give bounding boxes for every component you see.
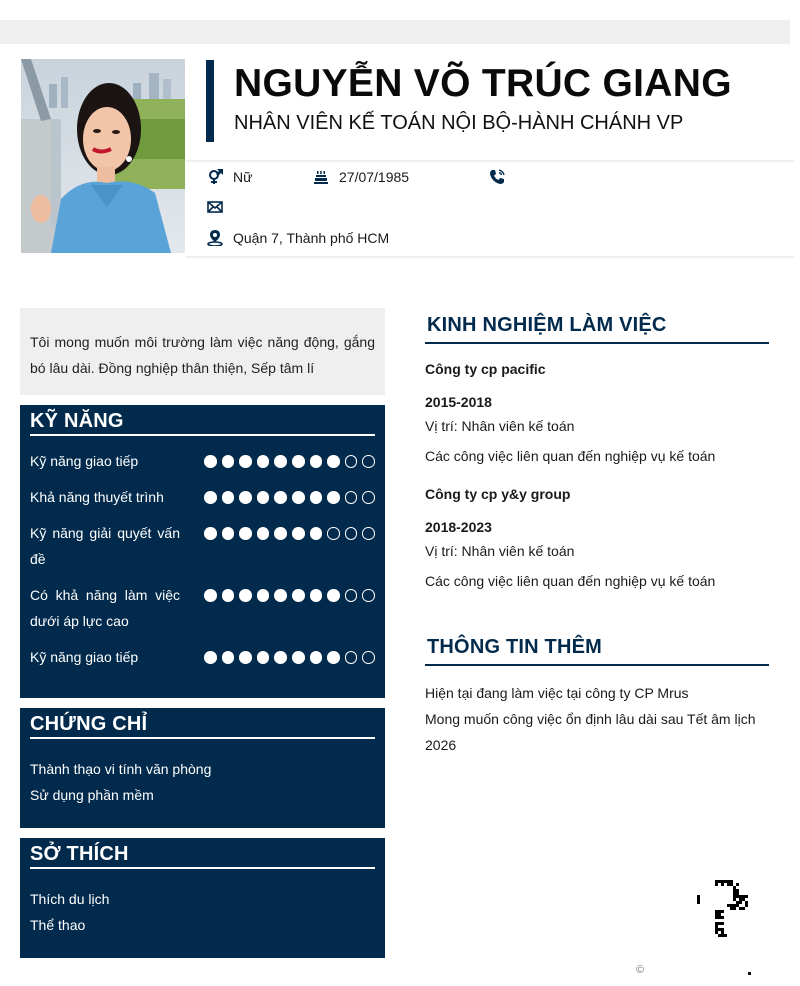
rating-dot-filled-icon <box>204 589 217 602</box>
rating-dot-filled-icon <box>274 651 287 664</box>
certificates-panel <box>20 708 385 828</box>
rating-dot-filled-icon <box>310 527 323 540</box>
rating-dot-filled-icon <box>292 491 305 504</box>
contact-gender <box>206 168 252 186</box>
rating-dot-filled-icon <box>292 651 305 664</box>
additional-info-title: THÔNG TIN THÊM <box>425 632 769 666</box>
skill-name: Khả năng thuyết trình <box>30 489 164 505</box>
rating-dot-filled-icon <box>292 589 305 602</box>
rating-dot-filled-icon <box>327 589 340 602</box>
hobby-item: Thích du lịch <box>30 891 110 907</box>
rating-dot-filled-icon <box>257 589 270 602</box>
rating-dot-empty-icon <box>362 589 375 602</box>
copyright-symbol: © <box>636 964 645 976</box>
name-block <box>206 60 800 142</box>
rating-dot-filled-icon <box>257 651 270 664</box>
rating-dot-filled-icon <box>222 455 235 468</box>
job-entry <box>425 486 769 589</box>
rating-dot-filled-icon <box>310 455 323 468</box>
certificate-item: Sử dụng phần mềm <box>30 787 154 803</box>
hobbies-panel <box>20 838 385 958</box>
skill-rating <box>204 448 375 468</box>
additional-info-text <box>425 680 769 758</box>
skill-name: Kỹ năng giao tiếp <box>30 453 139 469</box>
footer-dot <box>748 972 751 975</box>
rating-dot-empty-icon <box>345 455 358 468</box>
rating-dot-filled-icon <box>257 491 270 504</box>
rating-dot-empty-icon <box>345 527 358 540</box>
profile-photo <box>21 59 185 253</box>
job-company: Công ty cp y&y group <box>425 486 571 502</box>
job-description: Các công việc liên quan đến nghiệp vụ kế toán <box>425 573 716 589</box>
contact-info <box>186 160 794 258</box>
rating-dot-filled-icon <box>310 589 323 602</box>
full-name: NGUYỄN VÕ TRÚC GIANG <box>234 62 732 105</box>
phone-icon <box>488 168 506 186</box>
contact-phone[interactable] <box>488 168 515 186</box>
job-company: Công ty cp pacific <box>425 361 546 377</box>
rating-dot-filled-icon <box>239 527 252 540</box>
rating-dot-empty-icon <box>362 651 375 664</box>
rating-dot-filled-icon <box>222 527 235 540</box>
birthday-value: 27/07/1985 <box>339 169 410 185</box>
name-accent-bar <box>206 60 214 142</box>
additional-info-section <box>425 632 769 758</box>
job-period: 2018-2023 <box>425 519 492 535</box>
rating-dot-empty-icon <box>362 527 375 540</box>
hobbies-title: SỞ THÍCH <box>30 838 375 869</box>
skill-rating <box>204 484 375 504</box>
rating-dot-filled-icon <box>310 651 323 664</box>
skills-title: KỸ NĂNG <box>30 405 375 436</box>
career-objective: Tôi mong muốn môi trường làm việc năng động, gắng bó lâu dài. Đồng nghiệp thân thiện, Sếp tâm lí <box>20 308 385 395</box>
rating-dot-filled-icon <box>274 491 287 504</box>
rating-dot-empty-icon <box>327 527 340 540</box>
rating-dot-filled-icon <box>257 527 270 540</box>
rating-dot-filled-icon <box>327 491 340 504</box>
rating-dot-filled-icon <box>310 491 323 504</box>
skill-rating <box>204 520 375 540</box>
rating-dot-filled-icon <box>239 651 252 664</box>
rating-dot-filled-icon <box>274 589 287 602</box>
experience-section <box>425 310 769 589</box>
skills-list <box>30 448 375 670</box>
job-position: Vị trí: Nhân viên kế toán <box>425 418 575 434</box>
hobbies-list <box>30 869 375 938</box>
gender-icon <box>206 168 224 186</box>
rating-dot-filled-icon <box>274 455 287 468</box>
rating-dot-filled-icon <box>239 589 252 602</box>
rating-dot-filled-icon <box>327 651 340 664</box>
job-description: Các công việc liên quan đến nghiệp vụ kế toán <box>425 448 716 464</box>
rating-dot-filled-icon <box>222 589 235 602</box>
rating-dot-filled-icon <box>204 651 217 664</box>
rating-dot-filled-icon <box>292 455 305 468</box>
rating-dot-empty-icon <box>345 651 358 664</box>
skill-rating <box>204 644 375 664</box>
rating-dot-filled-icon <box>292 527 305 540</box>
qr-code-icon <box>697 880 769 952</box>
skill-name: Kỹ năng giao tiếp <box>30 649 139 665</box>
certificate-item: Thành thạo vi tính văn phòng <box>30 761 212 777</box>
rating-dot-empty-icon <box>362 491 375 504</box>
skill-row <box>30 448 375 474</box>
contact-email[interactable] <box>206 198 233 216</box>
envelope-icon <box>206 198 224 216</box>
rating-dot-filled-icon <box>222 491 235 504</box>
rating-dot-empty-icon <box>362 455 375 468</box>
skill-name: Có khả năng làm việc dưới áp lực cao <box>30 587 180 629</box>
rating-dot-filled-icon <box>204 527 217 540</box>
top-strip <box>0 20 790 44</box>
job-period: 2015-2018 <box>425 394 492 410</box>
profile-photo-illustration <box>21 59 185 253</box>
certificates-title: CHỨNG CHỈ <box>30 708 375 739</box>
skill-row <box>30 644 375 670</box>
contact-birthday <box>312 168 409 186</box>
rating-dot-empty-icon <box>345 491 358 504</box>
skill-rating <box>204 582 375 602</box>
skill-row <box>30 582 375 634</box>
rating-dot-filled-icon <box>239 455 252 468</box>
gender-value: Nữ <box>233 169 253 185</box>
skill-row <box>30 484 375 510</box>
additional-info-line: Mong muốn công việc ổn định lâu dài sau Tết âm lịch 2026 <box>425 711 756 753</box>
rating-dot-filled-icon <box>222 651 235 664</box>
contact-address <box>206 229 389 247</box>
skills-panel <box>20 405 385 698</box>
additional-info-line: Hiện tại đang làm việc tại công ty CP Mrus <box>425 685 689 701</box>
rating-dot-filled-icon <box>204 455 217 468</box>
rating-dot-filled-icon <box>239 491 252 504</box>
job-position: Vị trí: Nhân viên kế toán <box>425 543 575 559</box>
rating-dot-filled-icon <box>204 491 217 504</box>
rating-dot-empty-icon <box>345 589 358 602</box>
birthday-cake-icon <box>312 168 330 186</box>
experience-title: KINH NGHIỆM LÀM VIỆC <box>425 310 769 344</box>
skill-name: Kỹ năng giải quyết vấn đề <box>30 525 180 567</box>
rating-dot-filled-icon <box>327 455 340 468</box>
skill-row <box>30 520 375 572</box>
certificates-list <box>30 739 375 808</box>
address-value: Quận 7, Thành phố HCM <box>233 230 390 246</box>
rating-dot-filled-icon <box>257 455 270 468</box>
map-pin-icon <box>206 229 224 247</box>
job-entry <box>425 361 769 464</box>
hobby-item: Thể thao <box>30 917 86 933</box>
rating-dot-filled-icon <box>274 527 287 540</box>
job-title: NHÂN VIÊN KẾ TOÁN NỘI BỘ-HÀNH CHÁNH VP <box>234 112 684 134</box>
